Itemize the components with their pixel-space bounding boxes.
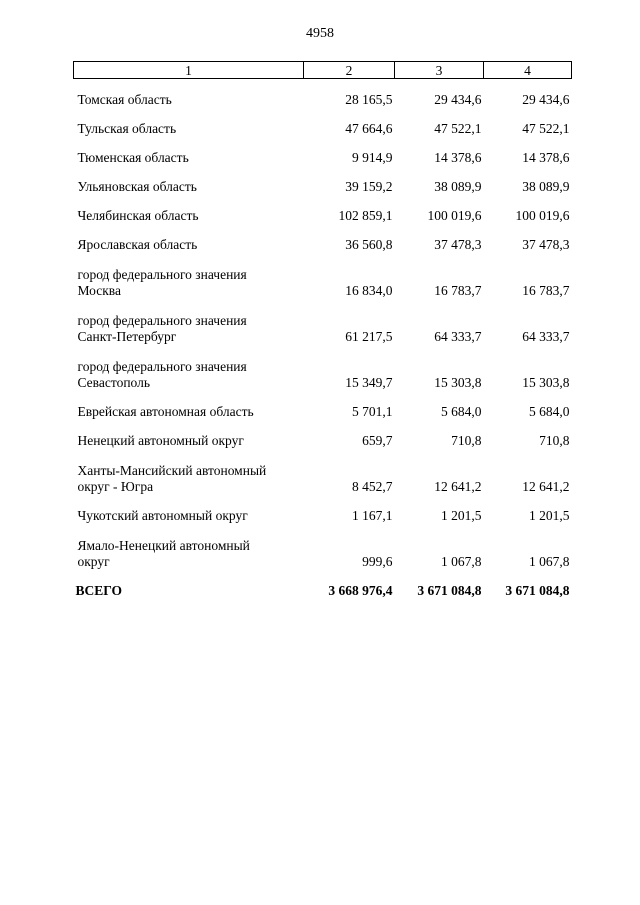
table-row <box>74 420 572 449</box>
total-row <box>74 570 572 599</box>
value-col-2: 39 159,2 <box>345 179 393 194</box>
value-col-3: 100 019,6 <box>427 208 482 223</box>
value-col-3: 5 684,0 <box>441 404 482 419</box>
value-col-2: 28 165,5 <box>345 92 393 107</box>
value-col-4: 1 201,5 <box>529 508 570 523</box>
total-col-2: 3 668 976,4 <box>328 583 393 598</box>
budget-table <box>73 61 572 599</box>
column-header-4: 4 <box>484 62 572 79</box>
table-row <box>74 345 572 391</box>
region-name: Тюменская область <box>77 150 189 165</box>
value-col-4: 38 089,9 <box>522 179 570 194</box>
region-name: Тульская область <box>77 121 177 136</box>
total-col-3: 3 671 084,8 <box>417 583 482 598</box>
value-col-4: 12 641,2 <box>522 479 570 494</box>
value-col-4: 47 522,1 <box>522 121 570 136</box>
table-row <box>74 253 572 299</box>
value-col-2: 659,7 <box>362 433 393 448</box>
value-col-4: 710,8 <box>539 433 570 448</box>
total-label: ВСЕГО <box>75 583 123 598</box>
value-col-2: 8 452,7 <box>352 479 393 494</box>
region-name: город федерального значения Москва <box>77 267 247 298</box>
value-col-2: 36 560,8 <box>345 237 393 252</box>
value-col-3: 710,8 <box>451 433 482 448</box>
value-col-4: 100 019,6 <box>515 208 570 223</box>
value-col-2: 999,6 <box>362 554 393 569</box>
table-row <box>74 195 572 224</box>
value-col-3: 14 378,6 <box>434 150 482 165</box>
value-col-4: 1 067,8 <box>529 554 570 569</box>
value-col-2: 1 167,1 <box>352 508 393 523</box>
value-col-4: 5 684,0 <box>529 404 570 419</box>
value-col-3: 29 434,6 <box>434 92 482 107</box>
table-header <box>74 62 572 79</box>
region-name: Ханты-Мансийский автономный округ - Югра <box>77 463 267 494</box>
value-col-2: 61 217,5 <box>345 329 393 344</box>
value-col-3: 38 089,9 <box>434 179 482 194</box>
value-col-4: 64 333,7 <box>522 329 570 344</box>
value-col-4: 29 434,6 <box>522 92 570 107</box>
value-col-3: 1 067,8 <box>441 554 482 569</box>
value-col-2: 5 701,1 <box>352 404 393 419</box>
column-header-1: 1 <box>74 62 304 79</box>
table-row <box>74 79 572 109</box>
value-col-2: 9 914,9 <box>352 150 393 165</box>
region-name: Челябинская область <box>77 208 199 223</box>
value-col-3: 1 201,5 <box>441 508 482 523</box>
table-body <box>74 79 572 600</box>
table-row <box>74 449 572 495</box>
value-col-4: 16 783,7 <box>522 283 570 298</box>
table-row <box>74 224 572 253</box>
value-col-2: 102 859,1 <box>338 208 393 223</box>
value-col-3: 47 522,1 <box>434 121 482 136</box>
value-col-4: 14 378,6 <box>522 150 570 165</box>
region-name: Ямало-Ненецкий автономный округ <box>77 538 250 569</box>
column-header-3: 3 <box>395 62 484 79</box>
value-col-3: 37 478,3 <box>434 237 482 252</box>
table-row <box>74 495 572 524</box>
table-row <box>74 524 572 570</box>
region-name: Ярославская область <box>77 237 198 252</box>
page-number: 4958 <box>306 26 334 41</box>
total-col-4: 3 671 084,8 <box>505 583 570 598</box>
value-col-3: 64 333,7 <box>434 329 482 344</box>
value-col-3: 16 783,7 <box>434 283 482 298</box>
value-col-2: 16 834,0 <box>345 283 393 298</box>
table-row <box>74 391 572 420</box>
value-col-2: 15 349,7 <box>345 375 393 390</box>
header-row <box>74 62 572 79</box>
value-col-3: 15 303,8 <box>434 375 482 390</box>
region-name: город федерального значения Санкт-Петербург <box>77 313 247 344</box>
region-name: Чукотский автономный округ <box>77 508 248 523</box>
region-name: Еврейская автономная область <box>77 404 254 419</box>
value-col-4: 37 478,3 <box>522 237 570 252</box>
region-name: город федерального значения Севастополь <box>77 359 247 390</box>
region-name: Ульяновская область <box>77 179 197 194</box>
table-row <box>74 299 572 345</box>
region-name: Томская область <box>77 92 172 107</box>
value-col-3: 12 641,2 <box>434 479 482 494</box>
table-row <box>74 108 572 137</box>
table-row <box>74 166 572 195</box>
table-row <box>74 137 572 166</box>
region-name: Ненецкий автономный округ <box>77 433 244 448</box>
value-col-2: 47 664,6 <box>345 121 393 136</box>
value-col-4: 15 303,8 <box>522 375 570 390</box>
column-header-2: 2 <box>304 62 395 79</box>
